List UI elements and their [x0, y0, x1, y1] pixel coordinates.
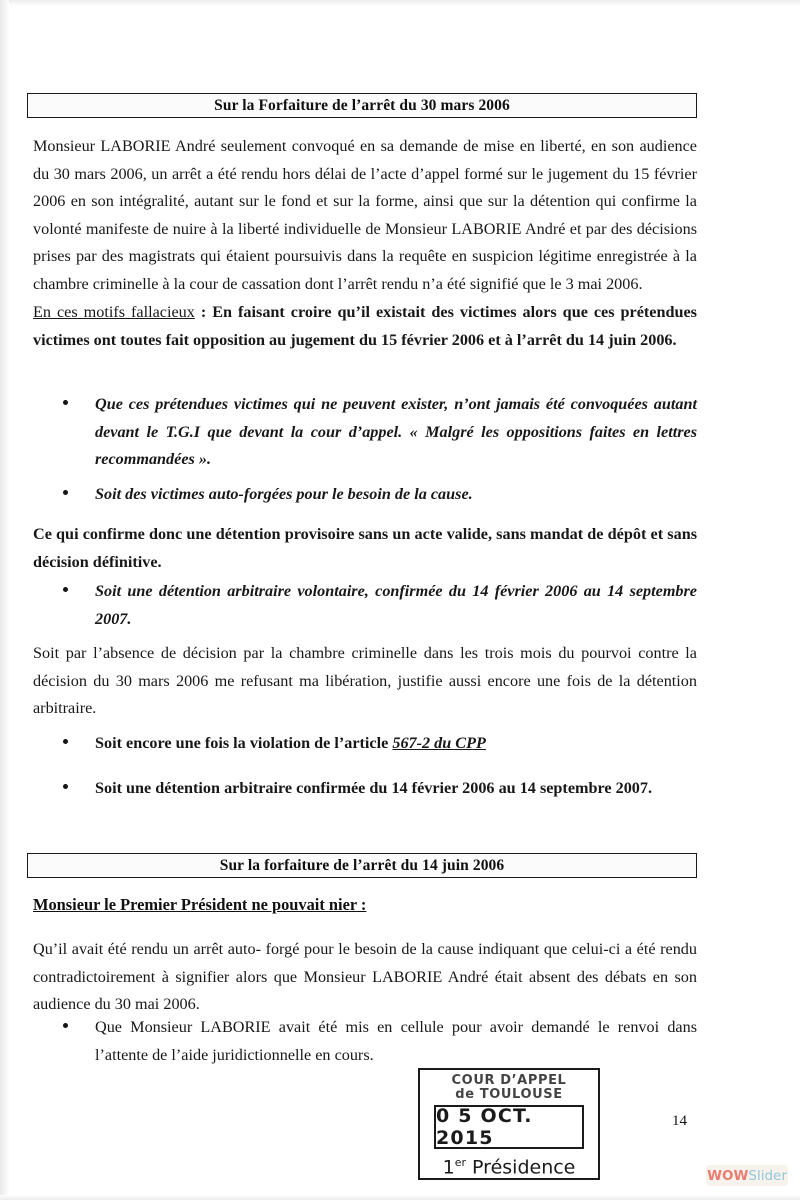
section-banner-label: Sur la Forfaiture de l’arrêt du 30 mars 2006: [214, 96, 510, 114]
wowslider-watermark: [706, 1165, 788, 1186]
stamp-presidency-number: 1: [442, 1156, 455, 1179]
list-item-label: Que ces prétendues victimes qui ne peuvent exister, n’ont jamais été convoquées autant devant le T.G.I que devant la cour d’appel. « Malgré les oppositions faites en lettres recommandées ».: [95, 395, 697, 468]
bullet-dot-icon: [63, 400, 68, 405]
paragraph-detention-provisoire: Ce qui confirme donc une détention provisoire sans un acte valide, sans mandat de dépôt et sans décision définitive.: [33, 525, 697, 571]
sub-heading-premier-president: Monsieur le Premier Président ne pouvait nier :: [33, 895, 367, 914]
stamp-court-name: COUR D’APPEL: [451, 1073, 567, 1088]
article-reference: 567-2 du CPP: [392, 734, 486, 752]
motifs-fallacieux-lead: En ces motifs fallacieux: [33, 303, 195, 321]
watermark-wow: WOW: [707, 1167, 749, 1184]
violation-text-prefix: Soit encore une fois la violation de l’article: [95, 734, 393, 752]
list-item-mis-en-cellule: [63, 1014, 697, 1069]
bullet-dot-icon: [63, 490, 68, 495]
stamp-date-box: [434, 1105, 584, 1149]
paragraph-convocation-arret-30-mars: Monsieur LABORIE André seulement convoqué en sa demande de mise en liberté, en son audience du 30 mars 2006, un arrêt a été rendu hors délai de l’acte d’appel formé sur le jugement du 15 février 2006 en son intégralité, autant sur le fond et sur la forme, ainsi que sur la détention qui confirme la volonté manifeste de nuire à la liberté individuelle de Monsieur LABORIE André et par des décisions prises par des magistrats qui étaient poursuivis dans la requête en suspicion légitime enregistrée à la chambre criminelle à la cour de cassation dont l’arrêt rendu n’a été signifié que le 3 mai 2006.: [33, 137, 697, 293]
bullet-dot-icon: [63, 784, 68, 789]
list-item-label: Soit une détention arbitraire confirmée du 14 février 2006 au 14 septembre 2007.: [95, 779, 653, 797]
list-item-label: Que Monsieur LABORIE avait été mis en cellule pour avoir demandé le renvoi dans l’attente de l’aide juridictionnelle en cours.: [95, 1018, 697, 1064]
paragraph-motifs-fallacieux: [33, 299, 697, 354]
stamp-presidency-label: Présidence: [466, 1156, 576, 1179]
section-banner-forfaiture-14-juin-2006: [27, 853, 697, 878]
page-number: 14: [672, 1113, 687, 1129]
motifs-fallacieux-rest: : En faisant croire qu’il existait des victimes alors que ces prétendues victimes ont toutes fait opposition au jugement du 15 février 2006 et à l’arrêt du 14 juin 2006.: [33, 303, 697, 349]
bullet-dot-icon: [63, 587, 68, 592]
list-item-pretendues-victimes: [63, 391, 697, 474]
paragraph-arret-auto-forge: Qu’il avait été rendu un arrêt auto- forgé pour le besoin de la cause indiquant que celui-ci a été rendu contradictoirement à signifier alors que Monsieur LABORIE André était absent des débats en son audience du 30 mai 2006.: [33, 940, 697, 1013]
list-item-victimes-auto-forgees: [63, 481, 697, 509]
bullet-dot-icon: [63, 739, 68, 744]
court-stamp: [418, 1068, 600, 1180]
bullet-dot-icon: [63, 1023, 68, 1028]
list-item-label: Soit des victimes auto-forgées pour le besoin de la cause.: [95, 485, 473, 503]
paragraph-absence-de-decision: Soit par l’absence de décision par la chambre criminelle dans les trois mois du pourvoi contre la décision du 30 mars 2006 me refusant ma libération, justifie aussi encore une fois de la détention arbitraire.: [33, 644, 697, 717]
list-item-detention-arbitraire-confirmee: [63, 775, 697, 803]
stamp-date: 0 5 OCT. 2015: [436, 1105, 533, 1149]
stamp-presidency-ordinal: er: [454, 1156, 467, 1169]
section-banner-label: Sur la forfaiture de l’arrêt du 14 juin 2006: [219, 856, 505, 874]
list-item-violation-article-567-2: [63, 730, 697, 758]
section-banner-forfaiture-30-mars-2006: [27, 93, 697, 118]
list-item-label: Soit une détention arbitraire volontaire, confirmée du 14 février 2006 au 14 septembre 2007.: [95, 582, 697, 628]
stamp-court-city: de TOULOUSE: [455, 1087, 563, 1102]
list-item-detention-arbitraire-volontaire: [63, 578, 697, 633]
watermark-slider: Slider: [748, 1167, 787, 1184]
list-item-label: [95, 730, 697, 758]
stamp-presidency: [420, 1150, 598, 1180]
